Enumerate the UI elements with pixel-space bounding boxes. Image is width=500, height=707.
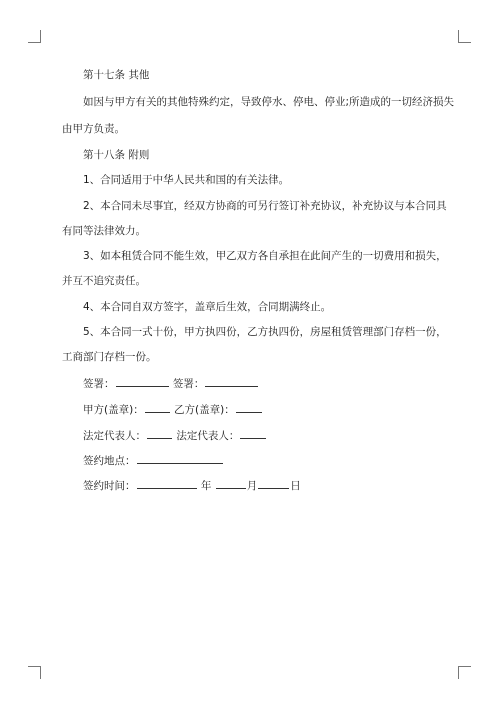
crop-mark-top-left bbox=[28, 30, 41, 43]
place-blank[interactable] bbox=[137, 452, 223, 464]
party-a-seal-label: 甲方(盖章)： bbox=[83, 404, 144, 416]
article17-paragraph-line2: 由甲方负责。 bbox=[62, 123, 125, 135]
article18-item3-line2: 并互不追究责任。 bbox=[62, 275, 146, 287]
legal-rep-label-2: 法定代表人： bbox=[176, 430, 240, 442]
sign-label-2: 签署： bbox=[172, 378, 205, 390]
month-blank[interactable] bbox=[216, 477, 246, 489]
article18-item5-line1: 5、本合同一式十份，甲方执四份，乙方执四份，房屋租赁管理部门存档一份， bbox=[83, 326, 447, 338]
article18-item1: 1、合同适用于中华人民共和国的有关法律。 bbox=[83, 174, 290, 186]
sign-row bbox=[83, 375, 473, 391]
sign-blank-2[interactable] bbox=[205, 375, 258, 387]
place-row bbox=[83, 452, 473, 468]
year-label: 年 bbox=[200, 480, 212, 492]
day-label: 日 bbox=[290, 480, 301, 492]
party-b-seal-label: 乙方(盖章)： bbox=[174, 404, 235, 416]
legal-rep-row bbox=[83, 427, 473, 443]
article18-item2-line1: 2、本合同未尽事宜，经双方协商的可另行签订补充协议，补充协议与本合同具 bbox=[83, 200, 447, 212]
crop-mark-bottom-right bbox=[458, 666, 471, 679]
month-label: 月 bbox=[246, 480, 258, 492]
crop-mark-bottom-left bbox=[28, 666, 41, 679]
party-a-seal-blank[interactable] bbox=[145, 401, 170, 413]
sign-label-1: 签署： bbox=[83, 378, 115, 390]
article17-heading: 第十七条 其他 bbox=[83, 69, 150, 81]
legal-rep-blank-2[interactable] bbox=[240, 427, 266, 439]
legal-rep-blank-1[interactable] bbox=[147, 427, 172, 439]
legal-rep-label-1: 法定代表人： bbox=[83, 430, 146, 442]
party-b-seal-blank[interactable] bbox=[236, 401, 262, 413]
article18-item2-line2: 有同等法律效力。 bbox=[62, 225, 146, 237]
article18-heading: 第十八条 附则 bbox=[83, 149, 150, 161]
place-label: 签约地点： bbox=[83, 455, 136, 467]
day-blank[interactable] bbox=[258, 477, 289, 489]
crop-mark-top-right bbox=[458, 30, 471, 43]
sign-blank-1[interactable] bbox=[116, 375, 169, 387]
article18-item3-line1: 3、如本租赁合同不能生效，甲乙双方各自承担在此间产生的一切费用和损失， bbox=[83, 250, 447, 262]
time-row bbox=[83, 477, 473, 493]
article18-item5-line2: 工商部门存档一份。 bbox=[62, 351, 157, 363]
time-label: 签约时间： bbox=[83, 480, 136, 492]
seal-row bbox=[83, 401, 473, 417]
article17-paragraph-line1: 如因与甲方有关的其他特殊约定，导致停水、停电、停业;所造成的一切经济损失 bbox=[83, 96, 455, 108]
year-blank[interactable] bbox=[137, 477, 197, 489]
article18-item4: 4、本合同自双方签字，盖章后生效，合同期满终止。 bbox=[83, 301, 332, 313]
